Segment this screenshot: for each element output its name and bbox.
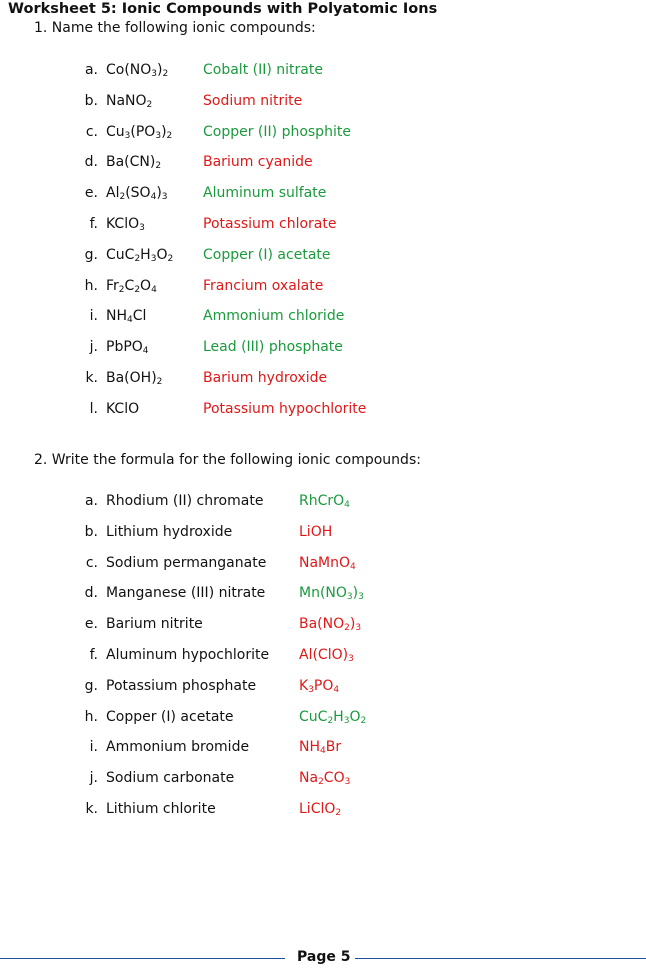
section2-item-label: f.	[89, 647, 98, 663]
section2-heading: 2. Write the formula for the following ionic compounds:	[34, 452, 421, 468]
section2-item-label: d.	[84, 585, 98, 602]
section1-heading: 1. Name the following ionic compounds:	[34, 20, 316, 36]
section1-item-question: PbPO$_4$	[106, 339, 149, 357]
footer-rule-right	[355, 958, 646, 959]
section1-item-label: e.	[84, 185, 98, 202]
page-title: Worksheet 5: Ionic Compounds with Polyatomic Ions	[8, 1, 438, 17]
section2-item-question: Lithium chlorite	[106, 801, 216, 817]
section2-item-label: i.	[89, 739, 98, 756]
section1-item-label: h.	[84, 277, 98, 294]
section1-item-label: l.	[89, 400, 98, 417]
footer-rule-left	[0, 958, 285, 959]
section2-item-label: b.	[84, 523, 98, 540]
section2-item-question: Lithium hydroxide	[106, 523, 233, 540]
section2-item-question: Copper (I) acetate	[106, 708, 234, 725]
section1-item-label: a.	[84, 62, 98, 78]
section1-item-label: i.	[89, 308, 98, 325]
section1-item-answer: Potassium hypochlorite	[203, 400, 367, 417]
section1-item-question: $Ba(OH)_2$	[106, 370, 163, 387]
section1-item-label: j.	[89, 339, 98, 356]
section1-item-answer: Francium oxalate	[203, 277, 324, 294]
section2-item-answer: LiClO$_2$	[299, 801, 342, 818]
section1-item-label: f.	[89, 216, 98, 232]
section1-item-label: k.	[85, 370, 98, 386]
section2-item-question: Aluminum hypochlorite	[106, 647, 270, 663]
section1-item-question: $CuC_2H_3O_2$	[106, 246, 174, 264]
section1-item-answer: Ammonium chloride	[203, 308, 345, 325]
section1-item-question: $Ba(CN)_2$	[106, 154, 162, 172]
section1-item-question: $Co(NO_3)_2$	[106, 62, 169, 79]
section2-item-label: h.	[84, 708, 98, 725]
section2-item-label: j.	[89, 770, 98, 787]
section2-item-answer: $Al(ClO)_3$	[299, 647, 354, 664]
section2-item-answer: $Ba(NO_2)_3$	[299, 616, 362, 634]
section1-item-answer: Copper (I) acetate	[203, 246, 331, 263]
section1-item-answer: Barium hydroxide	[203, 370, 328, 386]
section2-item-question: Ammonium bromide	[106, 739, 250, 756]
section2-item-label: k.	[85, 801, 98, 817]
section1-item-label: d.	[84, 154, 98, 171]
section1-item-question: KClO$_3$	[106, 216, 145, 233]
section1-item-answer: Potassium chlorate	[203, 216, 337, 232]
section1-item-question: $Cu_3(PO_3)_2$	[106, 123, 173, 141]
section2-item-answer: $Na_2CO_3$	[299, 770, 351, 788]
section1-item-question: NaNO$_2$	[106, 92, 153, 110]
section2-item-label: e.	[84, 616, 98, 633]
section1-item-question: $Fr_2C_2O_4$	[106, 277, 157, 295]
section2-item-label: a.	[84, 493, 98, 509]
section1-item-label: g.	[84, 246, 98, 263]
section2-item-answer: $CuC_2H_3O_2$	[299, 708, 367, 726]
page-number: Page 5	[297, 949, 351, 965]
section1-item-answer: Cobalt (II) nitrate	[203, 62, 323, 78]
section2-item-answer: LiOH	[299, 523, 333, 540]
section2-item-answer: NaMnO$_4$	[299, 554, 356, 572]
section2-item-question: Sodium permanganate	[106, 554, 267, 571]
section2-item-answer: $NH_4Br$	[299, 739, 342, 757]
section2-item-question: Potassium phosphate	[106, 677, 257, 694]
section1-item-question: KClO	[106, 400, 140, 417]
section2-item-label: g.	[84, 677, 98, 694]
section1-item-answer: Sodium nitrite	[203, 92, 303, 109]
section2-item-answer: $Mn(NO_3)_3$	[299, 585, 364, 603]
section1-item-label: b.	[84, 92, 98, 109]
section1-item-answer: Barium cyanide	[203, 154, 313, 171]
section1-item-answer: Aluminum sulfate	[203, 185, 327, 202]
section1-item-answer: Copper (II) phosphite	[203, 123, 351, 140]
section1-item-question: $NH_4Cl$	[106, 308, 147, 326]
section2-item-answer: RhCrO$_4$	[299, 493, 350, 510]
section2-item-label: c.	[85, 554, 98, 571]
section2-item-question: Sodium carbonate	[106, 770, 235, 787]
section1-item-label: c.	[85, 123, 98, 140]
section2-item-question: Manganese (III) nitrate	[106, 585, 266, 602]
section2-item-question: Rhodium (II) chromate	[106, 493, 264, 509]
section1-item-question: $Al_2(SO_4)_3$	[106, 185, 168, 203]
section1-item-answer: Lead (III) phosphate	[203, 339, 343, 356]
section2-item-question: Barium nitrite	[106, 616, 203, 633]
section2-item-answer: $K_3PO_4$	[299, 677, 340, 695]
